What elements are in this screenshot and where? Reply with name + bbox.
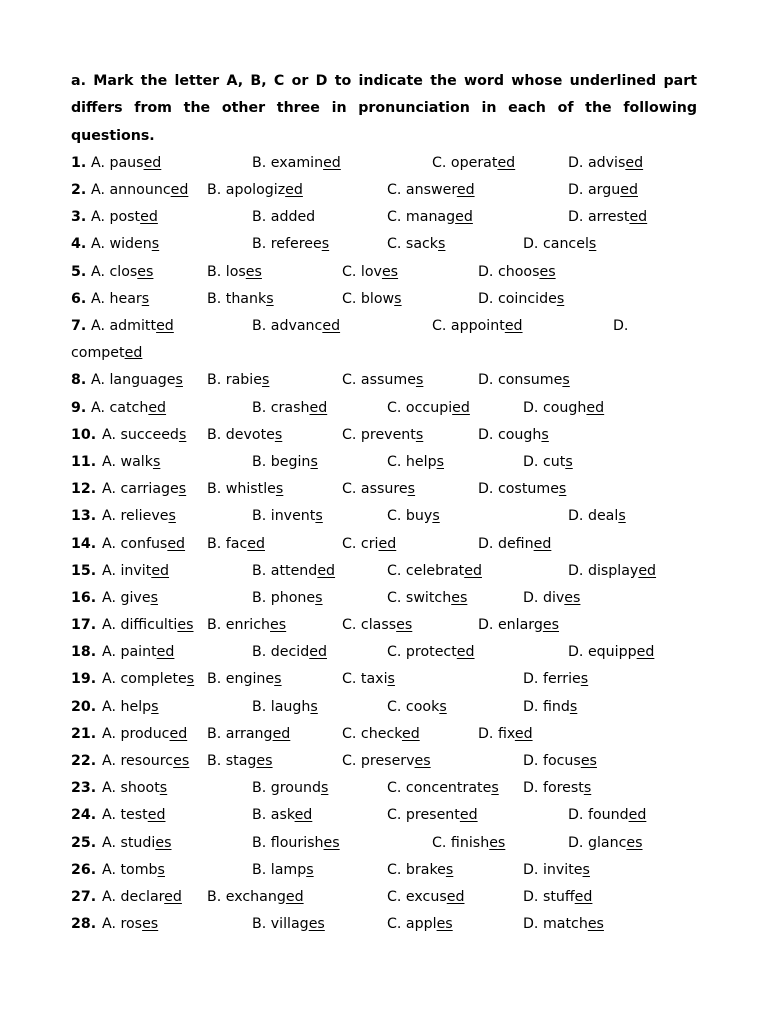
underlined-part: s [321, 236, 330, 253]
option-a: A. widens [91, 236, 160, 253]
underlined-part: s [306, 861, 314, 878]
underlined-part: es [626, 834, 643, 851]
underlined-part: s [315, 589, 323, 606]
option-d: D. displayed [568, 562, 657, 579]
question-number: 1. [71, 154, 87, 171]
underlined-part: es [256, 753, 273, 770]
option-c: C. assumes [342, 372, 424, 389]
question-7 [71, 313, 697, 367]
underlined-part: ed [625, 154, 644, 171]
question-number: 16. [71, 589, 97, 606]
underlined-part: ed [169, 725, 188, 742]
question-24 [71, 802, 697, 829]
option-a: A. paused [91, 154, 162, 171]
underlined-part: ed [140, 209, 158, 226]
option-c: C. apples [387, 916, 453, 933]
option-d: D. enlarges [478, 617, 560, 634]
underlined-part: ed [294, 807, 313, 824]
question-number: 10. [71, 426, 97, 443]
underlined-part: s [556, 290, 565, 307]
option-b: B. flourishes [252, 834, 340, 851]
option-d: D. invites [523, 861, 590, 878]
underlined-part: s [175, 372, 183, 389]
option-a: A. tested [102, 807, 166, 824]
underlined-part: s [415, 372, 424, 389]
question-26 [71, 857, 697, 884]
underlined-part: s [541, 426, 549, 443]
option-b: B. begins [252, 453, 318, 470]
underlined-part: s [310, 453, 318, 470]
underlined-part: ed [456, 644, 475, 661]
question-number: 28. [71, 916, 97, 933]
option-d: D. cancels [523, 236, 597, 253]
question-number: 6. [71, 290, 87, 307]
option-b: B. grounds [252, 780, 329, 797]
question-number: 14. [71, 535, 97, 552]
underlined-part: s [394, 290, 402, 307]
option-b: B. exchanged [207, 888, 304, 905]
option-c: C. sacks [387, 236, 446, 253]
option-b: B. villages [252, 916, 325, 933]
underlined-part: s [152, 453, 161, 470]
option-c: C. switches [387, 589, 468, 606]
option-a: A. succeeds [102, 426, 187, 443]
option-a: A. hears [91, 290, 150, 307]
underlined-part: es [539, 263, 556, 280]
option-b: B. asked [252, 807, 313, 824]
question-number: 27. [71, 888, 97, 905]
option-d: D. coughed [523, 399, 605, 416]
underlined-part: ed [285, 888, 304, 905]
question-number: 20. [71, 698, 97, 715]
option-a: A. languages [91, 372, 183, 389]
question-27 [71, 884, 697, 911]
question-number: 11. [71, 453, 97, 470]
option-d: D. arrested [568, 209, 648, 226]
question-9 [71, 395, 697, 422]
underlined-part: es [414, 753, 431, 770]
option-d: D. matches [523, 916, 604, 933]
underlined-part: es [173, 753, 190, 770]
option-d: D. chooses [478, 263, 556, 280]
question-6 [71, 286, 697, 313]
option-d: D. founded [568, 807, 647, 824]
question-18 [71, 639, 697, 666]
question-number: 24. [71, 807, 97, 824]
underlined-part: ed [574, 888, 593, 905]
option-b: B. examined [252, 154, 341, 171]
underlined-part: ed [147, 807, 166, 824]
underlined-part: ed [309, 644, 327, 661]
option-d: D. ferries [523, 671, 589, 688]
option-d: D. fixed [478, 725, 533, 742]
underlined-part: ed [629, 209, 648, 226]
underlined-part: s [407, 481, 416, 498]
question-2 [71, 177, 697, 204]
underlined-part: s [562, 372, 570, 389]
question-3 [71, 204, 697, 231]
underlined-part: es [177, 617, 194, 634]
option-a: A. carriages [102, 481, 187, 498]
underlined-part: ed [148, 399, 167, 416]
option-a: A. studies [102, 834, 172, 851]
underlined-part: ed [170, 182, 189, 199]
underlined-part: es [587, 916, 604, 933]
underlined-part: ed [446, 888, 465, 905]
question-15 [71, 558, 697, 585]
option-b: B. loses [207, 263, 262, 280]
underlined-part: es [137, 263, 154, 280]
question-number: 3. [71, 209, 87, 226]
underlined-part: s [415, 426, 424, 443]
question-1 [71, 150, 697, 177]
question-28 [71, 911, 697, 938]
option-a: A. invited [102, 562, 170, 579]
underlined-part: s [310, 698, 318, 715]
option-c: C. classes [342, 617, 413, 634]
underlined-part: s [159, 780, 168, 797]
option-b: B. added [252, 209, 316, 226]
underlined-part: es [396, 617, 413, 634]
underlined-part: ed [628, 807, 647, 824]
question-list [71, 150, 697, 938]
option-a: A. announced [91, 182, 189, 199]
underlined-part: s [583, 780, 592, 797]
underlined-part: s [266, 290, 274, 307]
underlined-part: es [155, 834, 172, 851]
underlined-part: ed [455, 209, 473, 226]
underlined-part: es [489, 834, 506, 851]
question-number: 19. [71, 671, 97, 688]
option-c: C. prevents [342, 426, 424, 443]
option-c: C. presented [387, 807, 478, 824]
underlined-part: s [565, 453, 573, 470]
option-c: C. cooks [387, 698, 447, 715]
option-c: C. loves [342, 263, 399, 280]
underlined-part: ed [401, 725, 420, 742]
underlined-part: s [141, 290, 150, 307]
underlined-part: s [320, 780, 329, 797]
option-c: C. blows [342, 290, 402, 307]
underlined-part: es [564, 589, 581, 606]
question-number: 17. [71, 617, 97, 634]
question-11 [71, 449, 697, 476]
underlined-part: ed [533, 535, 552, 552]
option-a: A. relieves [102, 508, 176, 525]
option-c: C. helps [387, 453, 445, 470]
option-c: C. cried [342, 535, 397, 552]
option-a: A. painted [102, 644, 175, 661]
underlined-part: s [569, 698, 578, 715]
underlined-part: es [270, 617, 287, 634]
question-number: 22. [71, 753, 97, 770]
question-13 [71, 503, 697, 530]
option-a: A. confused [102, 535, 186, 552]
option-c: C. brakes [387, 861, 454, 878]
option-b: B. devotes [207, 426, 283, 443]
option-b: B. apologized [207, 182, 303, 199]
underlined-part: ed [586, 399, 605, 416]
underlined-part: ed [497, 154, 516, 171]
underlined-part: ed [514, 725, 533, 742]
question-number: 26. [71, 861, 97, 878]
underlined-part: es [381, 263, 399, 280]
option-b: B. advanced [252, 318, 341, 335]
underlined-part: ed [164, 888, 182, 905]
underlined-part: ed [638, 562, 657, 579]
question-number: 15. [71, 562, 97, 579]
underlined-part: s [558, 481, 567, 498]
underlined-part: ed [156, 318, 174, 335]
option-b: B. lamps [252, 861, 314, 878]
option-d: D. consumes [478, 372, 570, 389]
underlined-part: ed [124, 345, 143, 362]
underlined-part: ed [323, 154, 341, 171]
option-b: B. stages [207, 753, 273, 770]
underlined-part: ed [620, 182, 638, 199]
option-a: A. produced [102, 725, 188, 742]
option-b: B. engines [207, 671, 282, 688]
option-d: D. equipped [568, 644, 655, 661]
underlined-part: s [445, 861, 454, 878]
underlined-part: ed [156, 644, 175, 661]
instructions: a. Mark the letter A, B, C or D to indicate the word whose underlined part differs from the other three in pronunciation in each of the following questions. [71, 73, 697, 144]
underlined-part: s [438, 236, 446, 253]
underlined-part: ed [504, 318, 523, 335]
question-14 [71, 531, 697, 558]
question-number: 21. [71, 725, 97, 742]
option-b: B. phones [252, 589, 323, 606]
option-c: C. finishes [432, 834, 506, 851]
option-b: B. attended [252, 562, 336, 579]
question-number: 25. [71, 834, 97, 851]
option-a: A. admitted [91, 318, 174, 335]
question-number: 4. [71, 236, 87, 253]
option-a: A. difficulties [102, 617, 194, 634]
option-a: A. posted [91, 209, 158, 226]
question-22 [71, 748, 697, 775]
underlined-part: ed [247, 535, 265, 552]
option-d-continued: competed [71, 345, 143, 362]
underlined-part: s [168, 508, 176, 525]
underlined-part: s [618, 508, 626, 525]
underlined-part: es [323, 834, 340, 851]
underlined-part: s [274, 671, 282, 688]
option-d: D. deals [568, 508, 626, 525]
option-c: C. answered [387, 182, 475, 199]
option-b: B. rabies [207, 372, 270, 389]
option-d: D. defined [478, 535, 552, 552]
underlined-part: es [580, 753, 597, 770]
option-d: D. dives [523, 589, 581, 606]
option-b: B. arranged [207, 725, 291, 742]
option-a: A. declared [102, 888, 182, 905]
underlined-part: s [151, 698, 159, 715]
option-d: D. finds [523, 698, 578, 715]
underlined-part: s [582, 861, 590, 878]
option-b: B. faced [207, 535, 265, 552]
question-number: 9. [71, 399, 87, 416]
underlined-part: s [275, 481, 284, 498]
question-number: 8. [71, 372, 87, 389]
underlined-part: s [315, 508, 323, 525]
option-c: C. preserves [342, 753, 431, 770]
option-b: B. invents [252, 508, 323, 525]
underlined-part: es [436, 916, 453, 933]
worksheet [71, 68, 697, 938]
option-b: B. whistles [207, 481, 284, 498]
option-c: C. occupied [387, 399, 470, 416]
option-d: D. advised [568, 154, 644, 171]
underlined-part: s [151, 236, 160, 253]
option-a: A. helps [102, 698, 159, 715]
question-25 [71, 830, 697, 857]
option-c: C. assures [342, 481, 416, 498]
question-12 [71, 476, 697, 503]
option-a: A. shoots [102, 780, 168, 797]
underlined-part: ed [464, 562, 482, 579]
underlined-part: s [178, 481, 187, 498]
underlined-part: s [439, 698, 447, 715]
underlined-part: s [261, 372, 270, 389]
option-a: A. walks [102, 453, 161, 470]
question-16 [71, 585, 697, 612]
underlined-part: ed [151, 562, 170, 579]
question-number: 2. [71, 182, 87, 199]
option-c: C. concentrates [387, 780, 499, 797]
option-c: C. protected [387, 644, 475, 661]
option-a: A. closes [91, 263, 154, 280]
question-23 [71, 775, 697, 802]
option-c: C. buys [387, 508, 440, 525]
question-5 [71, 259, 697, 286]
option-a: A. resources [102, 753, 190, 770]
underlined-part: ed [167, 535, 186, 552]
option-c: C. operated [432, 154, 516, 171]
question-number: 7. [71, 318, 87, 335]
underlined-part: ed [636, 644, 655, 661]
question-number: 18. [71, 644, 97, 661]
option-a: A. gives [102, 589, 158, 606]
option-d: D. costumes [478, 481, 567, 498]
underlined-part: ed [317, 562, 336, 579]
option-c: C. excused [387, 888, 465, 905]
underlined-part: s [186, 671, 195, 688]
underlined-part: ed [322, 318, 341, 335]
underlined-part: ed [143, 154, 162, 171]
underlined-part: ed [452, 399, 470, 416]
option-a: A. tombs [102, 861, 165, 878]
option-c: C. taxis [342, 671, 395, 688]
question-number: 23. [71, 780, 97, 797]
underlined-part: ed [456, 182, 475, 199]
underlined-part: s [588, 236, 597, 253]
option-d: D. glances [568, 834, 643, 851]
option-c: C. celebrated [387, 562, 482, 579]
option-b: B. decided [252, 644, 327, 661]
underlined-part: es [142, 916, 159, 933]
question-number: 5. [71, 263, 87, 280]
underlined-part: s [387, 671, 395, 688]
question-19 [71, 666, 697, 693]
option-a: A. completes [102, 671, 195, 688]
option-d: D. focuses [523, 753, 597, 770]
question-8 [71, 367, 697, 394]
option-a: A. catched [91, 399, 167, 416]
underlined-part: s [274, 426, 283, 443]
option-d: D. [613, 318, 629, 335]
option-c: C. checked [342, 725, 420, 742]
underlined-part: s [491, 780, 499, 797]
underlined-part: ed [272, 725, 291, 742]
option-d: D. coincides [478, 290, 565, 307]
option-b: B. crashed [252, 399, 328, 416]
question-number: 12. [71, 481, 97, 498]
option-b: B. referees [252, 236, 330, 253]
underlined-part: es [542, 617, 560, 634]
question-21 [71, 721, 697, 748]
underlined-part: s [580, 671, 589, 688]
underlined-part: s [436, 453, 445, 470]
underlined-part: ed [309, 399, 328, 416]
option-d: D. argued [568, 182, 638, 199]
underlined-part: ed [285, 182, 303, 199]
question-17 [71, 612, 697, 639]
option-b: B. laughs [252, 698, 318, 715]
option-c: C. appointed [432, 318, 523, 335]
question-20 [71, 694, 697, 721]
underlined-part: s [178, 426, 187, 443]
option-b: B. thanks [207, 290, 274, 307]
underlined-part: s [157, 861, 165, 878]
option-a: A. roses [102, 916, 159, 933]
question-4 [71, 231, 697, 258]
option-d: D. forests [523, 780, 592, 797]
underlined-part: ed [459, 807, 478, 824]
underlined-part: s [150, 589, 158, 606]
underlined-part: s [432, 508, 440, 525]
question-10 [71, 422, 697, 449]
underlined-part: es [308, 916, 325, 933]
underlined-part: es [245, 263, 262, 280]
option-c: C. managed [387, 209, 473, 226]
question-number: 13. [71, 508, 97, 525]
underlined-part: es [451, 589, 468, 606]
option-d: D. coughs [478, 426, 549, 443]
option-b: B. enriches [207, 617, 287, 634]
option-d: D. stuffed [523, 888, 593, 905]
option-d: D. cuts [523, 453, 573, 470]
underlined-part: ed [378, 535, 397, 552]
